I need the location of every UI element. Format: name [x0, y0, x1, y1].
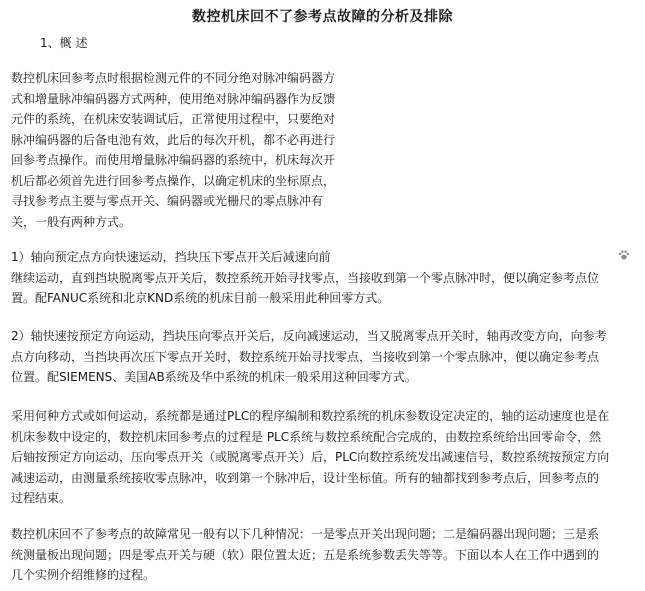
text-line: 元件的系统，在机床安装调试后，正常使用过程中，只要绝对: [11, 112, 336, 126]
text-line: 回参考点操作。而使用增量脉冲编码器的系统中，机床每次开: [11, 153, 336, 167]
text-line: 关，一般有两种方式。: [11, 214, 132, 229]
text-line: 过程结束。: [11, 491, 72, 505]
paragraph-method-1: [11, 247, 636, 309]
paragraph-fault-cases: [11, 524, 636, 586]
text-line: 寻找参考点主要与零点开关、编码器或光栅尺的零点脉冲有: [11, 194, 324, 208]
section-heading: 1、概 述: [40, 36, 88, 50]
text-line: 点方向移动，当挡块再次压下零点开关时，数控系统开始寻找零点，当接收到第一个零点脉冲，便以确定参考点: [11, 349, 600, 364]
text-line: 采用何种方式或如何运动，系统都是通过PLC的程序编制和数控系统的机床参数设定决定的，轴的运动速度也是在: [11, 409, 610, 423]
text-line: 机后都必须首先进行回参考点操作，以确定机床的坐标原点，: [11, 173, 336, 188]
document-title: 数控机床回不了参考点故障的分析及排除: [192, 9, 453, 25]
text-line: 后轴按预定方向运动，压向零点开关（或脱离零点开关）后，PLC向数控系统发出减速信号，数控系统按预定方向: [11, 450, 610, 464]
text-line: 2）轴快速按预定方向运动，挡块压向零点开关后，反向减速运动，当又脱离零点开关时，轴再改变方向，向参考: [11, 329, 607, 343]
text-line: 统测量板出现问题；四是零点开关与硬（软）限位置太近；五是系统参数丢失等等。下面以本人在工作中遇到的: [11, 547, 600, 562]
text-line: 数控机床回不了参考点的故障常见一般有以下几种情况：一是零点开关出现问题；二是编码器出现问题；三是系: [11, 527, 600, 541]
text-line: 机床参数中设定的，数控机床回参考点的过程是 PLC系统与数控系统配合完成的，由数控系统给出回零命令，然: [11, 429, 602, 444]
text-line: 几个实例介绍维修的过程。: [11, 568, 156, 582]
text-line: 数控机床回参考点时根据检测元件的不同分绝对脉冲编码器方: [11, 71, 336, 85]
text-line: 减速运动，由测量系统接收零点脉冲，收到第一个脉冲后，设计坐标值。所有的轴都找到参考点后，回参考点的: [11, 470, 600, 485]
text-line: 1）轴向预定点方向快速运动，挡块压下零点开关后减速向前: [11, 250, 331, 264]
paragraph-plc-process: [11, 406, 636, 509]
paragraph-method-2: [11, 326, 636, 388]
text-line: 继续运动，直到挡块脱离零点开关后，数控系统开始寻找零点，当接收到第一个零点脉冲时，便以确定参考点位: [11, 270, 600, 285]
text-line: 位置。配SIEMENS、美国AB系统及华中系统的机床一般采用这种回零方式。: [11, 370, 417, 384]
text-line: 脉冲编码器的后备电池有效，此后的每次开机，都不必再进行: [11, 132, 336, 147]
text-line: 式和增量脉冲编码器方式两种，使用绝对脉冲编码器作为反馈: [11, 91, 336, 106]
text-line: 置。配FANUC系统和北京KND系统的机床目前一般采用此种回零方式。: [11, 291, 390, 305]
paragraph-overview: [11, 68, 371, 232]
